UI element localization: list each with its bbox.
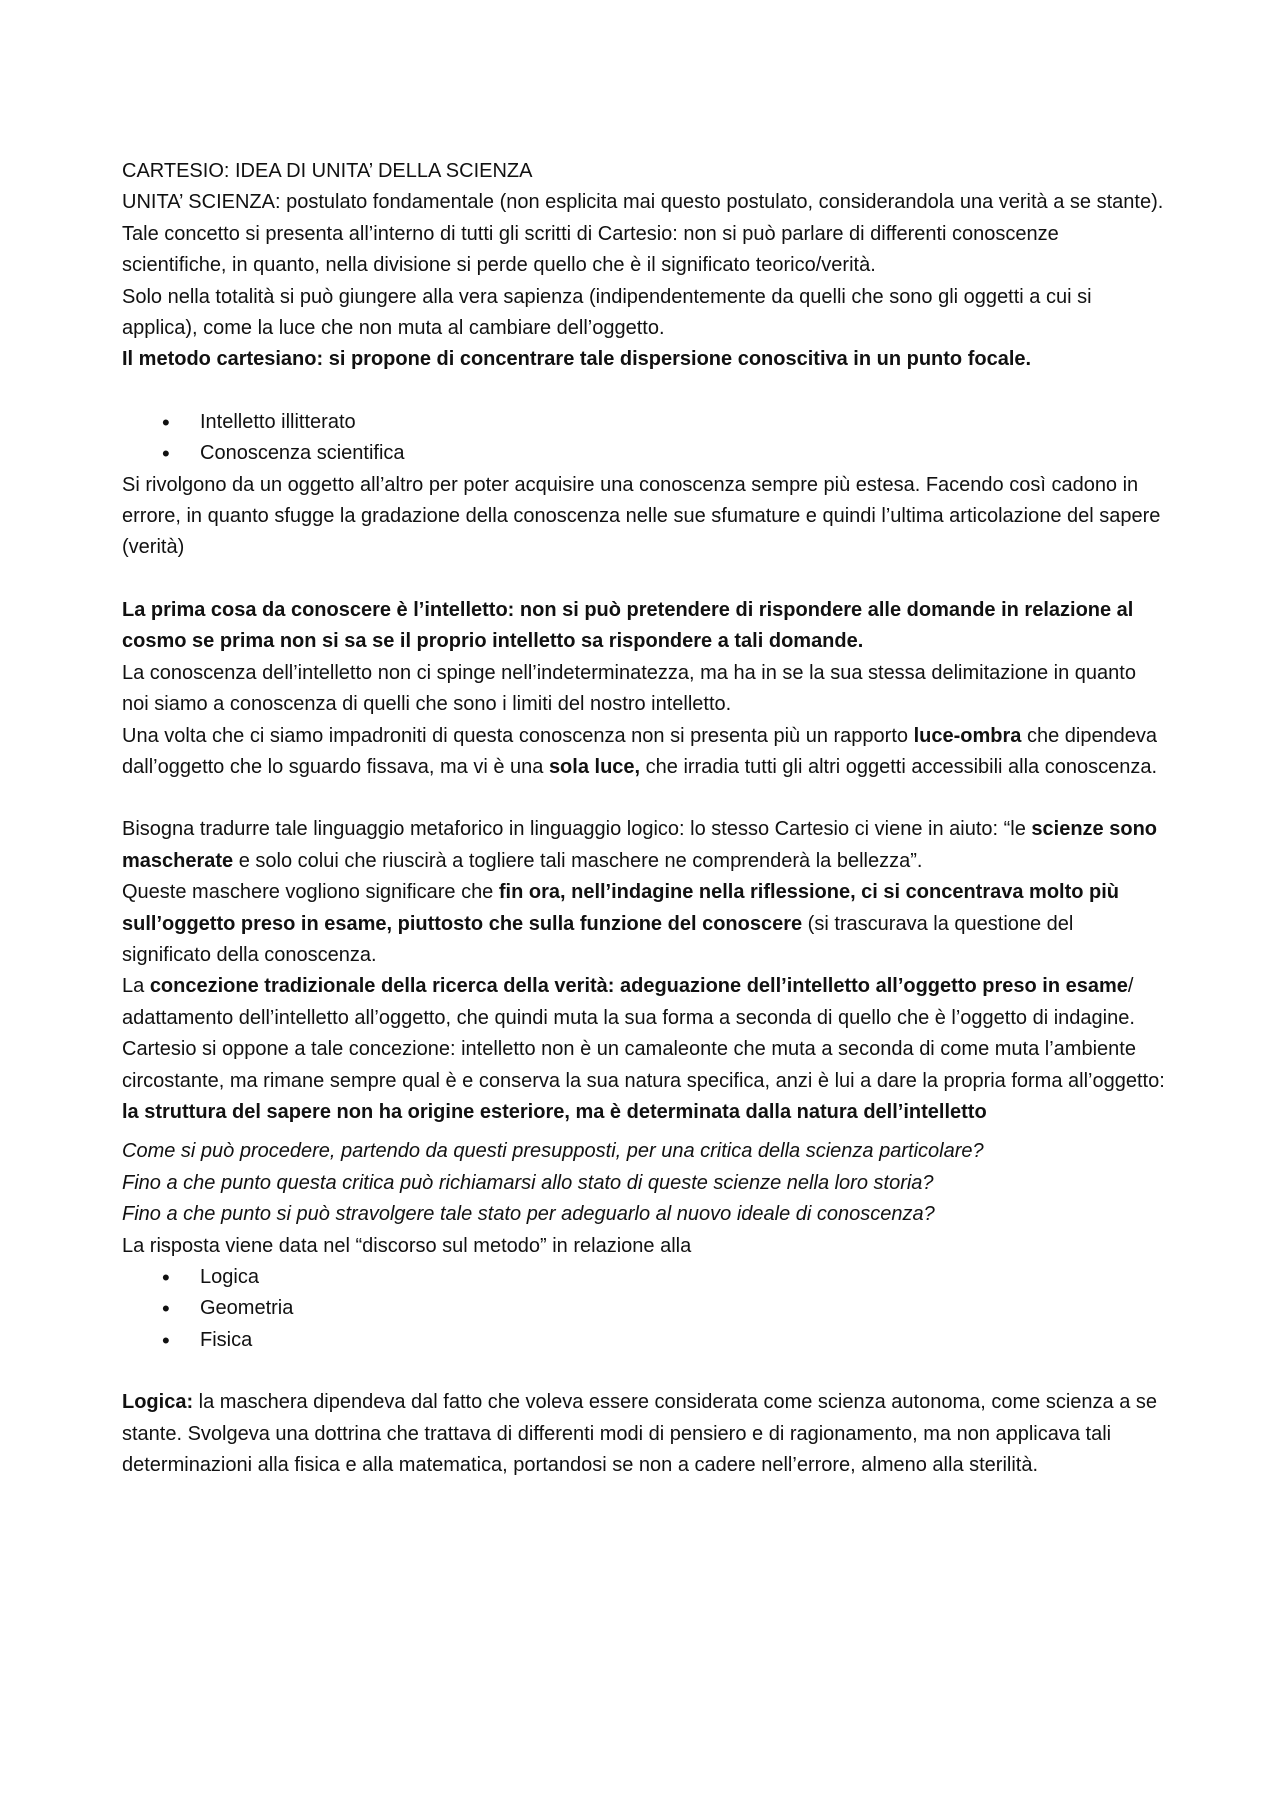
list-item: • Fisica — [122, 1325, 1167, 1356]
paragraph-risposta: La risposta viene data nel “discorso sul metodo” in relazione alla — [122, 1234, 692, 1257]
bullet-list-discipline — [122, 1262, 1167, 1356]
text-run: La — [122, 975, 150, 998]
spacer — [122, 783, 1167, 814]
paragraph-prima-cosa — [122, 595, 1167, 658]
text-run: che irradia tutti gli altri oggetti accessibili alla conoscenza. — [640, 755, 1158, 778]
paragraph-luce-ombra — [122, 721, 1167, 784]
paragraph-concezione-tradizionale — [122, 971, 1167, 1034]
paragraph-totalita: Solo nella totalità si può giungere alla vera sapienza (indipendentemente da quelli che sono gli oggetti a cui si applica), come la luce che non muta al cambiare dell’oggetto. — [122, 285, 1092, 340]
spacer — [122, 1128, 1167, 1136]
question-2: Fino a che punto questa critica può richiamarsi allo stato di queste scienze nella loro storia? — [122, 1171, 934, 1194]
list-item: • Intelletto illitterato — [122, 407, 1167, 438]
paragraph-metodo-cartesiano — [122, 344, 1167, 375]
text-run: Bisogna tradurre tale linguaggio metaforico in linguaggio logico: lo stesso Cartesio ci viene in aiuto: “le — [122, 818, 1032, 841]
bold-text: La prima cosa da conoscere è l’intelletto: non si può pretendere di rispondere alle domande in relazione al cosmo se prima non si sa se il proprio intelletto sa rispondere a tali domande. — [122, 598, 1134, 653]
bullet-list-conoscenza — [122, 407, 1167, 470]
paragraph-cartesio-oppone — [122, 1034, 1167, 1128]
text-run: Queste maschere vogliono significare che — [122, 881, 499, 904]
list-item: • Geometria — [122, 1293, 1167, 1324]
bold-text: Il metodo cartesiano: si propone di concentrare tale dispersione conoscitiva in un punto focale. — [122, 348, 1032, 371]
paragraph-linguaggio — [122, 814, 1167, 877]
list-item: • Conoscenza scientifica — [122, 438, 1167, 469]
paragraph-concetto: Tale concetto si presenta all’interno di tutti gli scritti di Cartesio: non si può parlare di differenti conoscenze scientifiche, in quanto, nella divisione si perde quello che è il significato teorico/verità. — [122, 222, 1059, 277]
paragraph-maschere — [122, 877, 1167, 971]
paragraph-rivolgono: Si rivolgono da un oggetto all’altro per poter acquisire una conoscenza sempre più estesa. Facendo così cadono in errore, in quanto sfugge la gradazione della conoscenza nelle sue sfumature e quindi l’ultima articolazione del sapere (verità) — [122, 473, 1161, 559]
text-run: la maschera dipendeva dal fatto che voleva essere considerata come scienza autonoma, come scienza a se stante. Svolgeva una dottrina che trattava di differenti modi di pensiero e di ragionamento, ma non applicava tali determinazioni alla fisica e alla matematica, portandosi se non a cadere nell’errore, almeno alla sterilità. — [122, 1391, 1158, 1477]
spacer — [122, 376, 1167, 407]
paragraph-logica — [122, 1387, 1167, 1481]
text-run: (si trascurava la questione del significato della conoscenza. — [122, 912, 1074, 966]
question-3: Fino a che punto si può stravolgere tale stato per adeguarlo al nuovo ideale di conoscenza? — [122, 1203, 935, 1226]
bold-text: fin ora, nell’indagine nella riflessione, ci si concentrava molto più sull’oggetto preso in esame, piuttosto che sulla funzione del conoscere — [122, 881, 1120, 935]
bold-text: luce-ombra — [913, 724, 1022, 747]
bold-text: scienze sono mascherate — [122, 818, 1158, 872]
text-run: Cartesio si oppone a tale concezione: intelletto non è un camaleonte che muta a seconda di come muta l’ambiente circostante, ma rimane sempre qual è e conserva la sua natura specifica, anzi è lui a dare la propria forma all’oggetto: — [122, 1038, 1165, 1092]
spacer — [122, 564, 1167, 595]
text-run: che dipendeva dall’oggetto che lo sguardo fissava, ma vi è una — [122, 724, 1158, 778]
spacer — [122, 1356, 1167, 1387]
text-run: Una volta che ci siamo impadroniti di questa conoscenza non si presenta più un rapporto — [122, 724, 914, 747]
text-run: / adattamento dell’intelletto all’oggetto, che quindi muta la sua forma a seconda di quello che è l’oggetto di indagine. — [122, 975, 1135, 1029]
list-item: • Logica — [122, 1262, 1167, 1293]
paragraph-unita-scienza: UNITA’ SCIENZA: postulato fondamentale (non esplicita mai questo postulato, considerandola una verità a se stante). — [122, 191, 1164, 214]
paragraph-conoscenza-intelletto: La conoscenza dell’intelletto non ci spinge nell’indeterminatezza, ma ha in se la sua stessa delimitazione in quanto noi siamo a conoscenza di quelli che sono i limiti del nostro intelletto. — [122, 661, 1136, 716]
bold-text: Logica: — [122, 1391, 194, 1414]
bold-text: concezione tradizionale della ricerca della verità: adeguazione dell’intelletto all’oggetto preso in esame — [149, 975, 1128, 998]
question-1: Come si può procedere, partendo da questi presupposti, per una critica della scienza particolare? — [122, 1140, 984, 1163]
document-title: CARTESIO: IDEA DI UNITA’ DELLA SCIENZA — [122, 160, 533, 182]
bold-text: sola luce, — [548, 755, 641, 778]
text-run: e solo colui che riuscirà a togliere tali maschere ne comprenderà la bellezza”. — [233, 849, 923, 872]
document-page — [122, 156, 1167, 1481]
bold-text: la struttura del sapere non ha origine esteriore, ma è determinata dalla natura dell’intelletto — [122, 1100, 987, 1123]
